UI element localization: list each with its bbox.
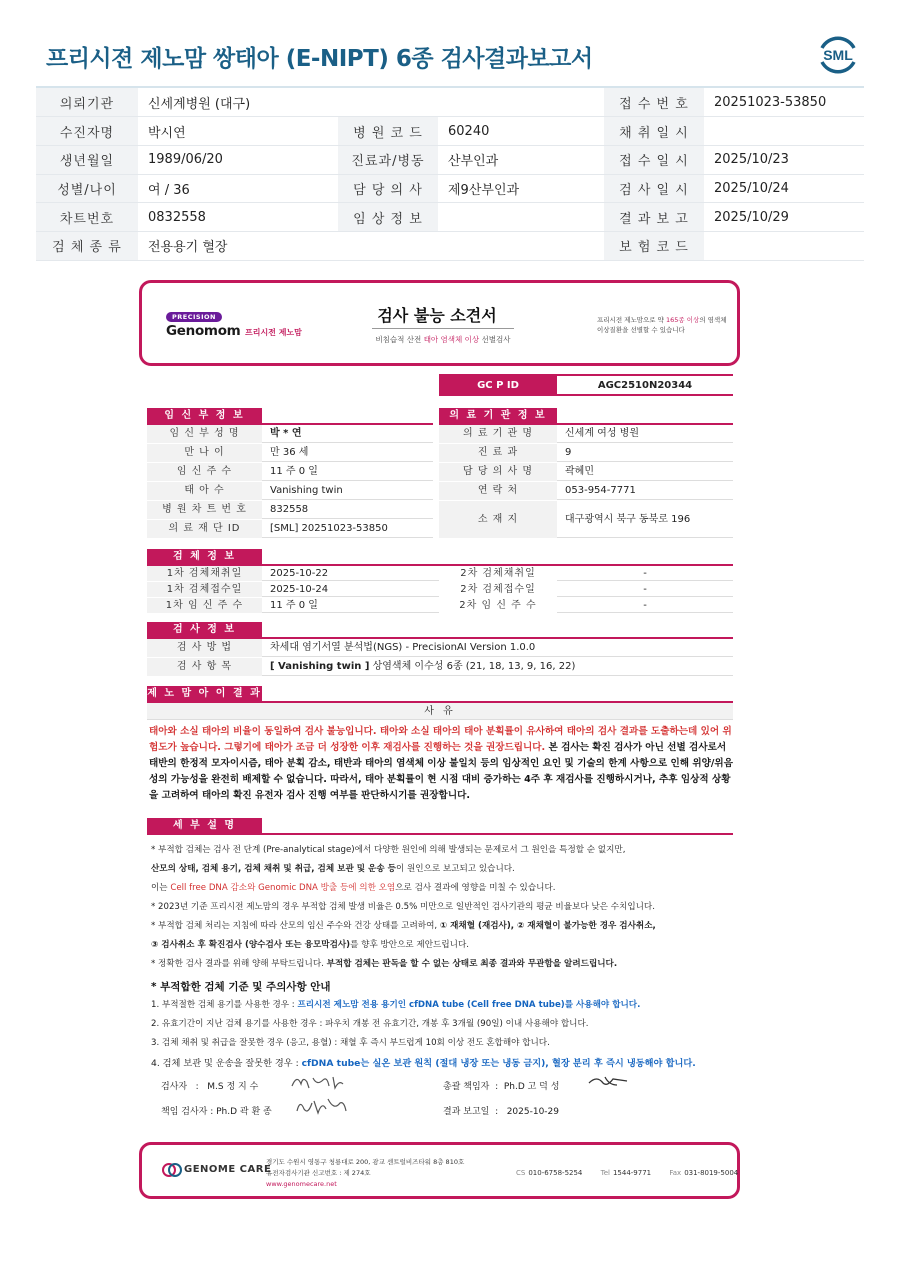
detail-line-6: ③ 검사취소 후 확진검사 (양수검사 또는 융모막검사)를 향후 방안으로 제안드립니다. <box>151 940 469 950</box>
sml-logo <box>814 30 862 78</box>
report-date: 결과 보고일 : 2025-10-29 <box>443 1107 559 1117</box>
detail-line-1: * 부적합 검체는 검사 전 단계 (Pre-analytical stage)에서 다양한 원인에 의해 발생되는 문제로서 그 원인을 특정할 순 없지만, <box>151 845 626 855</box>
section-institution-info: 의 료 기 관 정 보 <box>439 408 557 423</box>
chief-signature <box>294 1095 348 1117</box>
table-row <box>147 501 433 519</box>
value-patient-name: 박시연 <box>138 117 338 146</box>
value-pregnant-name: 박 * 연 <box>270 428 302 439</box>
label-address: 소 재 지 <box>439 501 557 538</box>
table-row <box>36 174 864 203</box>
table-row <box>36 231 864 260</box>
report-footer <box>139 1142 740 1199</box>
reason-header: 사 유 <box>147 703 733 720</box>
footer-contact: CS 010-6758-5254 Tel 1544-9771 Fax 031-8019-5004 <box>516 1169 739 1177</box>
genome-care-name: GENOME CARE <box>184 1164 272 1175</box>
value-second-week: - <box>643 600 647 611</box>
criteria-1: 1. 부적절한 검체 용기를 사용한 경우 : 프리시전 제노맘 전용 용기인 cfDNA tube (Cell free DNA tube)를 사용해야 합니다. <box>151 1000 641 1010</box>
label-clinical-info: 임 상 정 보 <box>338 203 438 232</box>
value-age: 만 36 세 <box>270 447 309 458</box>
report-title: 프리시젼 제노맘 쌍태아 (E-NIPT) 6종 검사결과보고서 <box>46 46 593 72</box>
criteria-3: 3. 검체 채취 및 취급을 잘못한 경우 (응고, 용혈) : 채혈 후 즉시 부드럽게 10회 이상 전도 혼합해야 합니다. <box>151 1038 550 1048</box>
label-second-collection: 2차 검체채취일 <box>439 566 557 581</box>
value-address: 대구광역시 북구 동북로 196 <box>565 514 691 525</box>
section-line <box>147 833 733 835</box>
label-institution-name: 의 료 기 관 명 <box>439 425 557 443</box>
detail-line-5: * 부적합 검체 처리는 지침에 따라 산모의 임신 주수와 건강 상태를 고려하여, ① 재채혈 (재검사), ② 재채혈이 불가능한 경우 검사취소, <box>151 921 656 931</box>
value-contact: 053-954-7771 <box>565 485 636 496</box>
label-institution: 의뢰기관 <box>36 88 138 117</box>
value-department: 산부인과 <box>438 145 604 174</box>
value-receipt-date: 2025/10/23 <box>704 145 864 174</box>
value-sex-age: 여 / 36 <box>138 174 338 203</box>
value-birthdate: 1989/06/20 <box>138 145 338 174</box>
value-foundation-id: [SML] 20251023-53850 <box>270 523 388 534</box>
label-chart-number: 차트번호 <box>36 203 138 232</box>
value-insurance-code <box>704 231 864 260</box>
genome-care-logo-icon <box>162 1162 182 1178</box>
patient-info-table <box>36 88 864 261</box>
gcpid-value: AGC2510N20344 <box>557 376 733 396</box>
label-first-collection: 1차 검체채취일 <box>147 566 262 581</box>
label-age: 만 나 이 <box>147 444 262 462</box>
value-gestational-week: 11 주 0 일 <box>270 466 318 477</box>
table-row <box>439 501 733 538</box>
table-row <box>147 444 433 462</box>
label-collection-date: 채 취 일 시 <box>604 117 704 146</box>
value-second-receipt: - <box>643 584 647 595</box>
section-pregnant-info: 임 신 부 정 보 <box>147 408 262 423</box>
criteria-2: 2. 유효기간이 지난 검체 용기를 사용한 경우 : 파우치 개봉 전 유효기간, 개봉 후 3개월 (90일) 이내 사용해야 합니다. <box>151 1019 589 1029</box>
value-second-collection: - <box>643 568 647 579</box>
title-underline <box>372 328 514 329</box>
criteria-4: 4. 검체 보관 및 운송을 잘못한 경우 : cfDNA tube는 실온 보관 원칙 (절대 냉장 또는 냉동 금지), 혈장 분리 후 즉시 냉동해야 합니다. <box>151 1058 696 1069</box>
table-row <box>147 582 733 597</box>
label-insurance-code: 보 험 코 드 <box>604 231 704 260</box>
genomom-sub-label: 프리시전 제노맘 <box>245 328 302 337</box>
section-specimen-info: 검 체 정 보 <box>147 549 262 564</box>
label-test-date: 검 사 일 시 <box>604 174 704 203</box>
head-label: 총괄 책임자 : Ph.D 고 덕 성 <box>443 1082 560 1092</box>
label-department: 진료과/병동 <box>338 145 438 174</box>
criteria-title: * 부적합한 검체 기준 및 주의사항 안내 <box>151 981 331 993</box>
document-subtitle: 비침습적 산전 태아 염색체 이상 선별검사 <box>375 335 511 344</box>
table-row <box>147 598 733 613</box>
value-first-receipt: 2025-10-24 <box>270 584 329 595</box>
table-row <box>36 203 864 232</box>
table-row <box>147 520 433 538</box>
table-row <box>439 425 733 443</box>
label-gestational-week: 임 신 주 수 <box>147 463 262 481</box>
label-second-receipt: 2차 검체접수일 <box>439 582 557 597</box>
header-note: 프리시전 제노맘으로 약 165종 이상의 염색체 이상질환을 선별할 수 있습니다 <box>597 316 727 334</box>
label-pregnant-name: 임 신 부 성 명 <box>147 425 262 443</box>
table-row <box>36 145 864 174</box>
value-result-report: 2025/10/29 <box>704 203 864 232</box>
label-hospital-chart-number: 병 원 차 트 번 호 <box>147 501 262 519</box>
label-test-method: 검 사 방 법 <box>147 639 262 657</box>
label-first-week: 1차 임 신 주 수 <box>147 598 262 613</box>
table-row <box>439 463 733 481</box>
table-row <box>147 658 733 676</box>
document-title: 검사 불능 소견서 <box>377 306 497 325</box>
gcpid-label: GC P ID <box>439 376 557 396</box>
label-receipt-date: 접 수 일 시 <box>604 145 704 174</box>
value-receipt-number: 20251023-53850 <box>704 88 864 117</box>
label-hospital-code: 병 원 코 드 <box>338 117 438 146</box>
label-result-report: 결 과 보 고 <box>604 203 704 232</box>
label-doctor-name: 담 당 의 사 명 <box>439 463 557 481</box>
label-second-week: 2차 임 신 주 수 <box>439 598 557 613</box>
value-institution: 신세계병원 (대구) <box>138 88 338 117</box>
genomom-logo: Genomom <box>166 323 241 339</box>
value-clinic-dept: 9 <box>565 447 572 458</box>
label-patient-name: 수진자명 <box>36 117 138 146</box>
footer-address: 경기도 수원시 영통구 청룡대로 200, 광교 센트럴비즈타워 8층 810호 유전자검사기관 신고번호 : 제 274호 www.genomecare.net <box>266 1158 465 1188</box>
label-birthdate: 생년월일 <box>36 145 138 174</box>
value-fetus-count: Vanishing twin <box>270 485 343 496</box>
value-test-items: [ Vanishing twin ] 상염색체 이수성 6종 (21, 18, 13, 9, 16, 22) <box>270 661 576 672</box>
label-receipt-number: 접 수 번 호 <box>604 88 704 117</box>
value-clinical-info <box>438 203 604 232</box>
label-foundation-id: 의 료 재 단 ID <box>147 520 262 538</box>
table-row <box>439 482 733 500</box>
table-row <box>147 425 433 443</box>
label-specimen-type: 검 체 종 류 <box>36 231 138 260</box>
value-collection-date <box>704 117 864 146</box>
detail-line-4: * 2023년 기준 프리시전 제노맘의 경우 부적합 검체 발생 비율은 0.5% 미만으로 일반적인 검사기관의 평균 비율보다 낮은 수치입니다. <box>151 902 655 912</box>
head-signature <box>587 1073 631 1089</box>
tester-label: 검사자 : M.S 정 지 수 <box>161 1082 259 1092</box>
section-test-info: 검 사 정 보 <box>147 622 262 637</box>
label-doctor: 담 당 의 사 <box>338 174 438 203</box>
footer-website: www.genomecare.net <box>266 1180 337 1188</box>
label-test-items: 검 사 항 목 <box>147 658 262 676</box>
table-row <box>147 566 733 581</box>
table-row <box>147 463 433 481</box>
value-hospital-chart-number: 832558 <box>270 504 309 515</box>
value-first-collection: 2025-10-22 <box>270 568 329 579</box>
table-row <box>36 88 864 117</box>
value-chart-number: 0832558 <box>138 203 338 232</box>
table-row <box>439 444 733 462</box>
label-sex-age: 성별/나이 <box>36 174 138 203</box>
table-row <box>36 117 864 146</box>
test-impossible-report <box>139 280 740 1188</box>
detail-line-3: 이는 Cell free DNA 감소와 Genomic DNA 방출 등에 의한 오염으로 검사 결과에 영향을 미칠 수 있습니다. <box>151 883 556 893</box>
value-institution-name: 신세계 여성 병원 <box>565 428 639 439</box>
detail-line-2: 산모의 상태, 검체 용기, 검체 채취 및 취급, 검체 보관 및 운송 등이 원인으로 보고되고 있습니다. <box>151 864 515 874</box>
value-test-date: 2025/10/24 <box>704 174 864 203</box>
detail-line-7: * 정확한 검사 결과를 위해 양해 부탁드립니다. 부적합 검체는 판독을 할 수 없는 상태로 최종 결과와 무관함을 알려드립니다. <box>151 959 618 969</box>
table-row <box>147 482 433 500</box>
label-clinic-dept: 진 료 과 <box>439 444 557 462</box>
section-result: 제 노 맘 아 이 결 과 <box>147 688 262 699</box>
value-doctor-name: 곽혜민 <box>565 466 594 477</box>
value-test-method: 차세대 염기서열 분석법(NGS) - PrecisionAI Version 1.0.0 <box>270 642 536 653</box>
value-specimen-type: 전용용기 혈장 <box>138 231 338 260</box>
table-row <box>147 639 733 657</box>
label-first-receipt: 1차 검체접수일 <box>147 582 262 597</box>
sml-logo-text: SML <box>823 47 853 63</box>
report-header-box <box>139 280 740 366</box>
value-hospital-code: 60240 <box>438 117 604 146</box>
label-fetus-count: 태 아 수 <box>147 482 262 500</box>
value-first-week: 11 주 0 일 <box>270 600 318 611</box>
precision-badge: PRECISION <box>166 312 222 322</box>
value-doctor: 제9산부인과 <box>438 174 604 203</box>
chief-label: 책임 검사자 : Ph.D 곽 환 종 <box>161 1107 272 1117</box>
label-contact: 연 락 처 <box>439 482 557 500</box>
section-detail: 세 부 설 명 <box>147 818 262 833</box>
tester-signature <box>289 1072 345 1092</box>
reason-text: 태아와 소실 태아의 비율이 동일하여 검사 불능입니다. 태아와 소실 태아의 태아 분획률이 유사하여 태아의 검사 결과를 도출하는데 있어 위험도가 높습니다. 그렇기에 태아가 조금 더 성장한 이후 재검사를 진행하는 것을 권장드립니다. 본 검사는 확진 검사가 아닌 선별 검사로서 태반의 한정적 모자이시즘, 태아 분획 감소, 태반과 태아의 염색체 이상 불일치 등의 임상적인 요인 및 기술의 한계 사항으로 인해 위양/위음성의 가능성을 완전히 배제할 수 없습니다. 따라서, 태아 분획률이 현 시점 대비 증가하는 4주 후 재검사를 진행하시거나, 추후 임상적 상황을 고려하여 태아의 확진 유전자 검사 진행 여부를 판단하시기를 권장합니다. <box>149 726 733 801</box>
